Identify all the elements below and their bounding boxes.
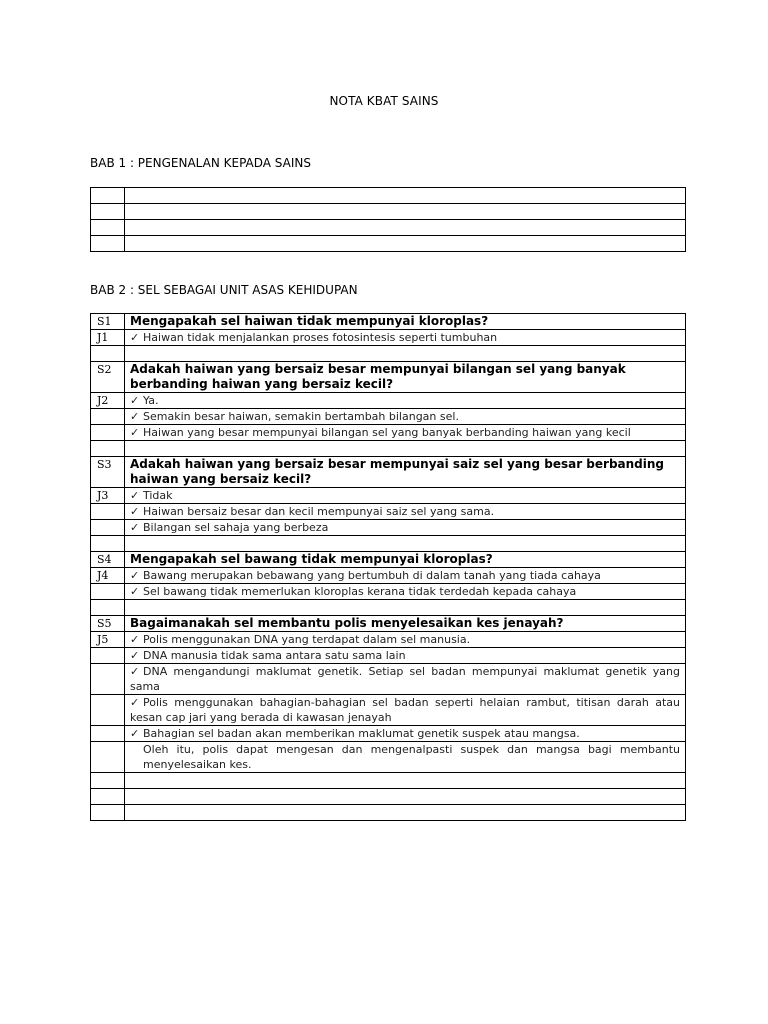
check-icon: ✓ [130,489,140,502]
answer-row [91,520,686,536]
check-icon: ✓ [130,394,140,407]
table-cell [91,346,125,362]
check-icon: ✓ [130,505,140,518]
answer-text: Ya. [143,394,159,407]
question-code: S1 [91,314,125,330]
answer-text: Sel bawang tidak memerlukan kloroplas kerana tidak terdedah kepada cahaya [143,585,577,598]
answer-code: J4 [91,568,125,584]
answer-row [91,393,686,409]
check-icon: ✓ [130,331,140,344]
answer-item [125,330,686,346]
table-cell [91,789,125,805]
check-icon: ✓ [130,727,140,740]
table-cell [125,773,686,789]
question-text: Adakah haiwan yang bersaiz besar mempunyai bilangan sel yang banyak berbanding haiwan yang bersaiz kecil? [125,362,686,393]
table-cell [91,726,125,742]
table-cell [125,220,686,236]
answer-item [125,488,686,504]
answer-item [125,393,686,409]
answer-row [91,409,686,425]
bab1-table [90,187,686,252]
answer-row [91,504,686,520]
answer-row [91,726,686,742]
answer-code: J5 [91,632,125,648]
table-cell [91,584,125,600]
answer-item [125,425,686,441]
table-cell [125,204,686,220]
answer-item [125,664,686,695]
answer-text: Polis menggunakan DNA yang terdapat dalam sel manusia. [143,633,471,646]
table-cell [125,346,686,362]
table-row [91,188,686,204]
question-row [91,616,686,632]
table-cell [91,536,125,552]
spacer-row [91,536,686,552]
table-cell [125,441,686,457]
question-text: Adakah haiwan yang bersaiz besar mempunyai saiz sel yang besar berbanding haiwan yang bersaiz kecil? [125,457,686,488]
answer-code: J3 [91,488,125,504]
answer-item [125,568,686,584]
check-icon: ✓ [130,521,140,534]
answer-item [125,726,686,742]
answer-code: J1 [91,330,125,346]
table-cell [91,805,125,821]
table-cell [91,504,125,520]
table-cell [91,664,125,695]
answer-code: J2 [91,393,125,409]
answer-text: Bawang merupakan bebawang yang bertumbuh di dalam tanah yang tiada cahaya [143,569,601,582]
answer-row [91,742,686,773]
spacer-row [91,805,686,821]
answer-row [91,695,686,726]
answer-text: Tidak [143,489,173,502]
table-row [91,220,686,236]
answer-row [91,568,686,584]
table-cell [125,600,686,616]
answer-row [91,664,686,695]
question-row [91,457,686,488]
bab2-heading: BAB 2 : SEL SEBAGAI UNIT ASAS KEHIDUPAN [90,283,358,297]
answer-text: DNA mengandungi maklumat genetik. Setiap sel badan mempunyai maklumat genetik yang sama [130,665,680,693]
question-text: Mengapakah sel bawang tidak mempunyai kloroplas? [125,552,686,568]
table-cell [91,236,125,252]
question-row [91,314,686,330]
bab1-heading: BAB 1 : PENGENALAN KEPADA SAINS [90,156,311,170]
question-code: S3 [91,457,125,488]
answer-row [91,330,686,346]
check-icon: ✓ [130,649,140,662]
question-text: Bagaimanakah sel membantu polis menyelesaikan kes jenayah? [125,616,686,632]
answer-item [125,584,686,600]
check-icon: ✓ [130,426,140,439]
answer-item [125,632,686,648]
document-title: NOTA KBAT SAINS [329,94,439,108]
answer-text: Bahagian sel badan akan memberikan maklumat genetik suspek atau mangsa. [143,727,580,740]
check-icon: ✓ [130,665,140,678]
table-cell [91,425,125,441]
question-code: S2 [91,362,125,393]
table-cell [125,789,686,805]
table-cell [91,648,125,664]
question-row [91,362,686,393]
answer-text: Haiwan tidak menjalankan proses fotosintesis seperti tumbuhan [143,331,498,344]
table-row [91,236,686,252]
check-icon: ✓ [130,410,140,423]
table-cell [125,536,686,552]
table-cell [91,204,125,220]
table-cell [91,773,125,789]
table-cell [91,600,125,616]
table-cell [91,441,125,457]
table-cell [91,220,125,236]
answer-text: Semakin besar haiwan, semakin bertambah bilangan sel. [143,410,459,423]
spacer-row [91,600,686,616]
answer-row [91,488,686,504]
table-cell [91,695,125,726]
question-text: Mengapakah sel haiwan tidak mempunyai kloroplas? [125,314,686,330]
answer-item [125,520,686,536]
table-cell [125,236,686,252]
answer-conclusion: Oleh itu, polis dapat mengesan dan mengenalpasti suspek dan mangsa bagi membantu menyelesaikan kes. [125,742,686,773]
check-icon: ✓ [130,633,140,646]
table-cell [91,409,125,425]
spacer-row [91,346,686,362]
table-row [91,204,686,220]
question-code: S4 [91,552,125,568]
question-code: S5 [91,616,125,632]
question-row [91,552,686,568]
answer-text: Bilangan sel sahaja yang berbeza [143,521,329,534]
check-icon: ✓ [130,569,140,582]
answer-row [91,425,686,441]
table-cell [91,742,125,773]
answer-text: Polis menggunakan bahagian-bahagian sel badan seperti helaian rambut, titisan darah atau kesan cap jari yang berada di kawasan jenayah [130,696,680,724]
table-cell [125,188,686,204]
answer-item [125,695,686,726]
check-icon: ✓ [130,585,140,598]
answer-item [125,504,686,520]
check-icon: ✓ [130,696,140,709]
table-cell [91,520,125,536]
table-cell [125,805,686,821]
answer-item [125,409,686,425]
answer-text: Haiwan bersaiz besar dan kecil mempunyai saiz sel yang sama. [143,505,495,518]
answer-text: DNA manusia tidak sama antara satu sama lain [143,649,406,662]
spacer-row [91,773,686,789]
spacer-row [91,789,686,805]
answer-row [91,632,686,648]
answer-text: Haiwan yang besar mempunyai bilangan sel yang banyak berbanding haiwan yang kecil [143,426,631,439]
answer-item [125,648,686,664]
table-cell [91,188,125,204]
answer-row [91,648,686,664]
bab2-table [90,313,686,821]
answer-row [91,584,686,600]
spacer-row [91,441,686,457]
